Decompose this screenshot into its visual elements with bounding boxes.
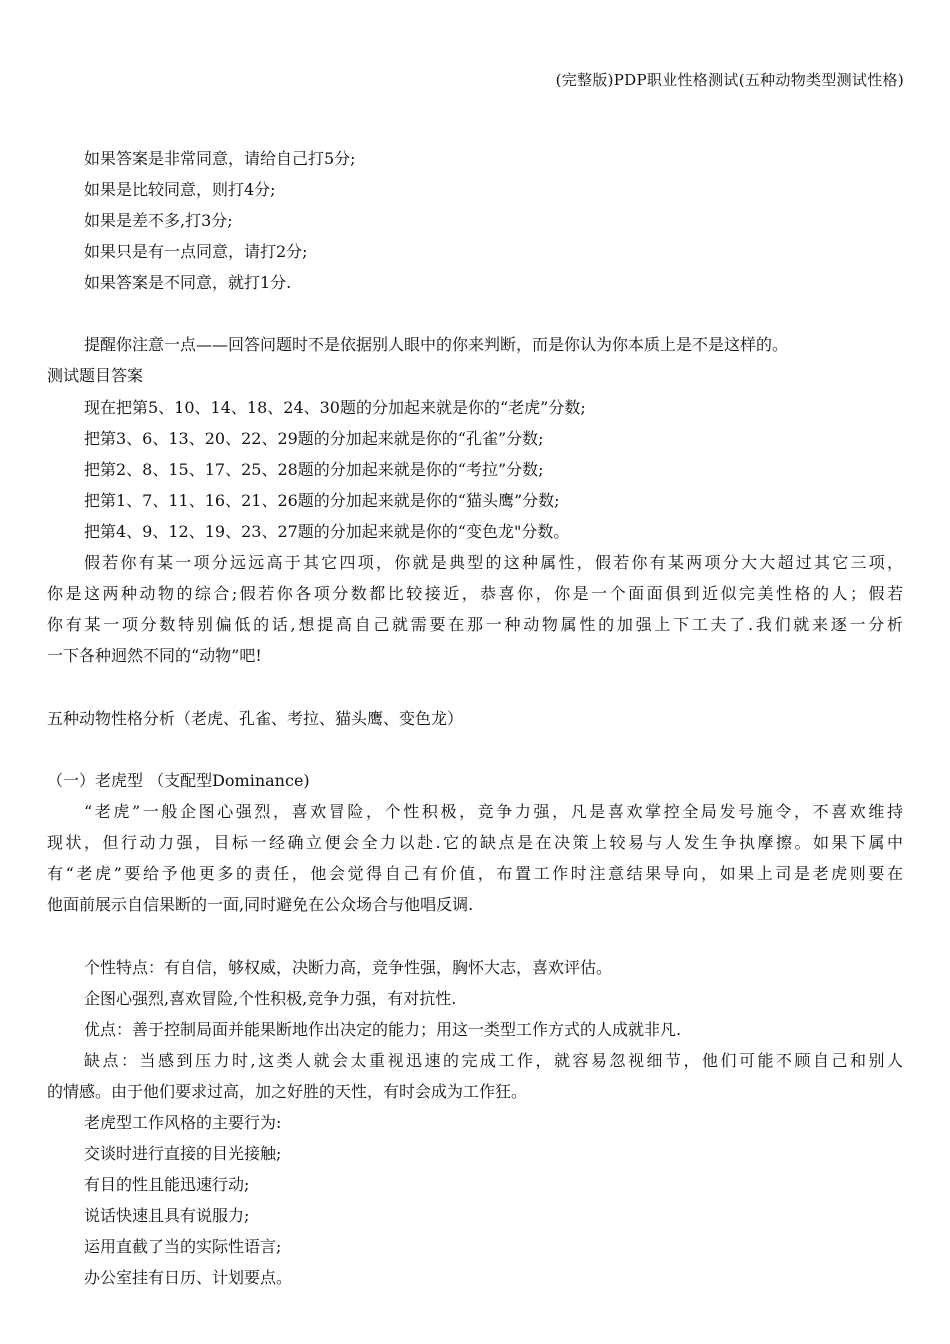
tiger-intro-line-2: 现状，但行动力强，目标一经确立便会全力以赴.它的缺点是在决策上较易与人发生争执摩擦。如果下属中: [47, 833, 903, 852]
page-header: (完整版)PDP职业性格测试(五种动物类型测试性格): [555, 71, 904, 89]
scoring-line-1: 如果答案是非常同意，请给自己打5分;: [84, 149, 356, 168]
tiger-weakness-line-2: 的情感。由于他们要求过高，加之好胜的天性，有时会成为工作狂。: [47, 1082, 528, 1101]
tiger-heading: （一）老虎型 （支配型Dominance): [47, 771, 310, 790]
answer-line-koala: 把第2、8、15、17、25、28题的分加起来就是你的“考拉”分数;: [84, 460, 544, 479]
reminder-text: 提醒你注意一点——回答问题时不是依据别人眼中的你来判断，而是你认为你本质上是不是这样的。: [84, 335, 789, 354]
answer-line-tiger: 现在把第5、10、14、18、24、30题的分加起来就是你的“老虎”分数;: [84, 398, 586, 417]
tiger-behavior-1: 交谈时进行直接的目光接触;: [84, 1144, 282, 1163]
analysis-section-title: 五种动物性格分析（老虎、孔雀、考拉、猫头鹰、变色龙）: [47, 709, 464, 728]
tiger-traits-2: 企图心强烈,喜欢冒险,个性积极,竞争力强，有对抗性.: [84, 989, 457, 1008]
summary-line-2: 你是这两种动物的综合;假若你各项分数都比较接近，恭喜你，你是一个面面俱到近似完美性格的人；假若: [47, 584, 903, 603]
answer-section-title: 测试题目答案: [47, 366, 144, 385]
answer-line-owl: 把第1、7、11、16、21、26题的分加起来就是你的“猫头鹰”分数;: [84, 491, 560, 510]
scoring-line-5: 如果答案是不同意，就打1分.: [84, 273, 292, 292]
tiger-intro-line-1: “老虎”一般企图心强烈，喜欢冒险，个性积极，竞争力强，凡是喜欢掌控全局发号施令，不喜欢维持: [84, 802, 903, 821]
scoring-line-3: 如果是差不多,打3分;: [84, 211, 233, 230]
answer-line-peacock: 把第3、6、13、20、22、29题的分加起来就是你的“孔雀”分数;: [84, 429, 544, 448]
summary-line-1: 假若你有某一项分远远高于其它四项，你就是典型的这种属性，假若你有某两项分大大超过其它三项，: [84, 553, 903, 572]
tiger-behavior-title: 老虎型工作风格的主要行为:: [84, 1113, 282, 1132]
scoring-line-4: 如果只是有一点同意，请打2分;: [84, 242, 308, 261]
tiger-strengths: 优点：善于控制局面并能果断地作出决定的能力；用这一类型工作方式的人成就非凡.: [84, 1020, 682, 1039]
tiger-intro-line-3: 有“老虎”要给予他更多的责任，他会觉得自己有价值，布置工作时注意结果导向，如果上司是老虎则要在: [47, 864, 903, 883]
answer-line-chameleon: 把第4、9、12、19、23、27题的分加起来就是你的“变色龙"分数。: [84, 522, 570, 541]
tiger-intro-line-4: 他面前展示自信果断的一面,同时避免在公众场合与他唱反调.: [47, 895, 474, 914]
scoring-line-2: 如果是比较同意，则打4分;: [84, 180, 276, 199]
tiger-weakness-line-1: 缺点：当感到压力时,这类人就会太重视迅速的完成工作，就容易忽视细节，他们可能不顾自己和别人: [84, 1051, 903, 1070]
summary-line-4: 一下各种迥然不同的“动物”吧!: [47, 646, 262, 665]
tiger-behavior-2: 有目的性且能迅速行动;: [84, 1175, 250, 1194]
summary-line-3: 你有某一项分数特别偏低的话,想提高自己就需要在那一种动物属性的加强上下工夫了.我们就来逐一分析: [47, 615, 903, 634]
tiger-behavior-5: 办公室挂有日历、计划要点。: [84, 1268, 293, 1287]
tiger-traits-1: 个性特点：有自信，够权威，决断力高，竞争性强，胸怀大志，喜欢评估。: [84, 958, 613, 977]
tiger-behavior-4: 运用直截了当的实际性语言;: [84, 1237, 282, 1256]
tiger-behavior-3: 说话快速且具有说服力;: [84, 1206, 250, 1225]
